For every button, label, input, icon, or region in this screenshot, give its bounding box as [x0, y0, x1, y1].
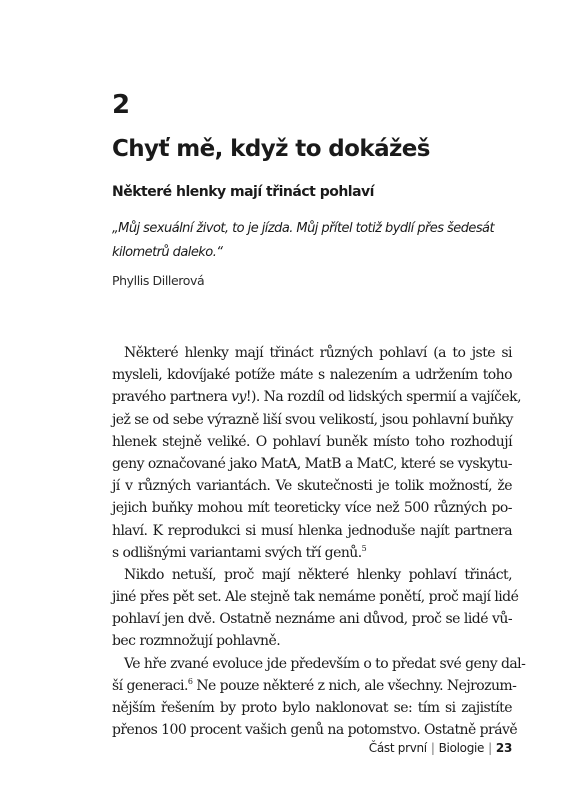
- page-footer: [369, 740, 512, 756]
- chapter-number: 2: [112, 90, 131, 120]
- text-fragment: s odlišnými variantami svých tří genů.: [112, 544, 362, 561]
- body-line: jejich buňky mohou mít teoreticky více než 500 různých po-: [112, 500, 512, 517]
- footer-part: Část první: [368, 741, 427, 755]
- text-fragment: pravého partnera: [112, 389, 232, 406]
- body-line: geny označované jako MatA, MatB a MatC, které se vyskytu-: [112, 455, 512, 472]
- body-line: [112, 542, 512, 564]
- body-line: nějším řešením by proto bylo naklonovat se: tím si zajistíte: [112, 700, 512, 716]
- page-number: 23: [495, 741, 512, 755]
- body-line: Některé hlenky mají třináct různých pohlaví (a to jste si: [124, 345, 512, 361]
- footnote-ref[interactable]: 5: [361, 543, 367, 553]
- text-fragment: ší generaci.: [112, 677, 188, 694]
- body-line: bec rozmnožují pohlavně.: [112, 633, 281, 650]
- body-line: jež se od sebe výrazně liší svou velikostí, jsou pohlavní buňky: [112, 411, 513, 428]
- epigraph-line: „Můj sexuální život, to je jízda. Můj přítel totiž bydlí přes šedesát: [112, 221, 495, 236]
- body-text: [112, 342, 526, 741]
- footnote-ref[interactable]: 6: [187, 676, 193, 686]
- footer-separator: |: [488, 741, 492, 755]
- body-line: Ve hře zvané evoluce jde především o to předat své geny dal-: [124, 655, 526, 672]
- text-fragment: !). Na rozdíl od lidských spermií a vajíček,: [245, 389, 521, 406]
- epigraph-author: Phyllis Dillerová: [112, 273, 205, 288]
- body-line: jiné přes pět set. Ale stejně tak nemáme ponětí, proč mají lidé: [112, 589, 519, 606]
- emphasis-text: vy: [231, 389, 246, 406]
- chapter-title: Chyť mě, když to dokážeš: [112, 136, 430, 162]
- body-line: mysleli, kdovíjaké potíže máte s nalezením a udržením toho: [112, 367, 512, 384]
- body-line: hlenek stejně veliké. O pohlaví buněk místo toho rozhodují: [112, 433, 512, 450]
- body-line: jí v různých variantách. Ve skutečnosti je tolik možností, že: [112, 478, 512, 495]
- text-fragment: Ne pouze některé z nich, ale všechny. Nejrozum-: [192, 677, 517, 694]
- body-line: [112, 675, 517, 697]
- body-line: přenos 100 procent vašich genů na potomstvo. Ostatně právě: [112, 722, 518, 739]
- body-line: pohlaví jen dvě. Ostatně neznáme ani důvod, proč se lidé vů-: [112, 611, 512, 628]
- epigraph-line: kilometrů daleko.“: [112, 245, 223, 260]
- body-line: [112, 386, 521, 408]
- body-line: hlaví. K reprodukci si musí hlenka jednoduše najít partnera: [112, 522, 512, 539]
- footer-separator: |: [430, 741, 435, 755]
- chapter-subtitle: Některé hlenky mají třináct pohlaví: [112, 184, 374, 200]
- epigraph-quote: [112, 217, 512, 265]
- body-line: Nikdo netuší, proč mají některé hlenky pohlaví třináct,: [124, 566, 512, 583]
- footer-section: Biologie: [438, 741, 485, 755]
